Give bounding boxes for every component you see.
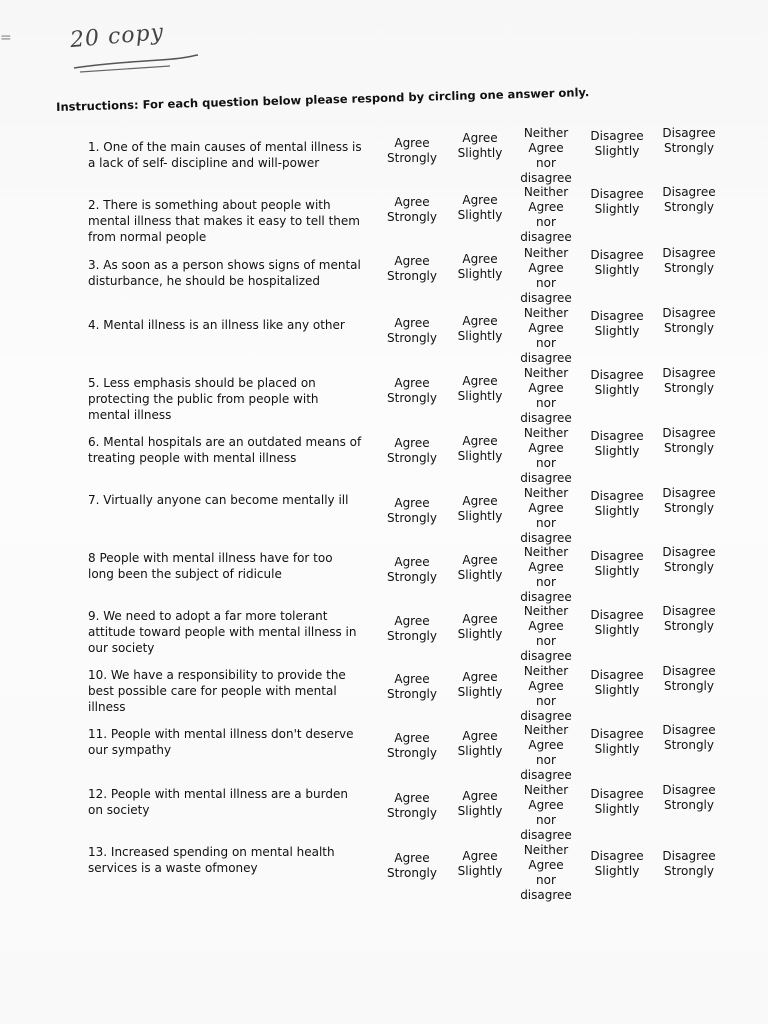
option-agree-slightly[interactable]: [450, 434, 510, 464]
option-label: Strongly: [664, 381, 714, 395]
option-disagree-strongly[interactable]: [654, 246, 724, 276]
option-neither-agree-nor-disagree[interactable]: [516, 604, 576, 664]
option-label: Agree: [462, 553, 498, 567]
option-neither-agree-nor-disagree[interactable]: [516, 246, 576, 306]
option-agree-slightly[interactable]: [450, 193, 510, 223]
option-disagree-strongly[interactable]: [654, 366, 724, 396]
option-label: Agree: [528, 738, 564, 752]
question-line: 4. Mental illness is an illness like any other: [88, 318, 345, 332]
option-label: Disagree: [590, 787, 644, 801]
option-label: Agree: [462, 193, 498, 207]
question-line: 10. We have a responsibility to provide the: [88, 668, 346, 682]
instructions-text: Instructions: For each question below please respond by circling one answer only.: [56, 85, 590, 114]
question-line: 2. There is something about people with: [88, 198, 331, 212]
question-line: mental illness: [88, 408, 172, 422]
option-disagree-strongly[interactable]: [654, 486, 724, 516]
option-label: Strongly: [387, 866, 437, 880]
option-label: Strongly: [664, 619, 714, 633]
option-label: Slightly: [457, 449, 503, 463]
option-label: Agree: [528, 441, 564, 455]
question-line: a lack of self- discipline and will-power: [88, 156, 320, 170]
option-label: Agree: [528, 798, 564, 812]
option-agree-slightly[interactable]: [450, 314, 510, 344]
option-label: Slightly: [457, 804, 503, 818]
option-agree-strongly[interactable]: [384, 136, 440, 166]
option-disagree-slightly[interactable]: [584, 309, 650, 339]
option-label: nor: [536, 396, 556, 410]
option-label: Disagree: [590, 187, 644, 201]
option-agree-strongly[interactable]: [384, 376, 440, 406]
option-label: Slightly: [594, 564, 640, 578]
option-label: Strongly: [387, 451, 437, 465]
option-disagree-slightly[interactable]: [584, 608, 650, 638]
option-label: Agree: [528, 200, 564, 214]
option-label: nor: [536, 516, 556, 530]
option-label: Agree: [394, 496, 430, 510]
option-disagree-strongly[interactable]: [654, 604, 724, 634]
option-label: Slightly: [457, 627, 503, 641]
option-label: Slightly: [594, 683, 640, 697]
option-label: Strongly: [387, 511, 437, 525]
option-neither-agree-nor-disagree[interactable]: [516, 366, 576, 426]
handwritten-note: 20 copy: [69, 19, 165, 54]
option-label: Slightly: [594, 383, 640, 397]
option-label: Neither: [523, 426, 569, 440]
question-12-text: [88, 786, 378, 818]
option-label: Disagree: [590, 429, 644, 443]
option-disagree-slightly[interactable]: [584, 727, 650, 757]
option-disagree-slightly[interactable]: [584, 787, 650, 817]
option-label: disagree: [520, 471, 572, 485]
option-agree-slightly[interactable]: [450, 729, 510, 759]
option-neither-agree-nor-disagree[interactable]: [516, 843, 576, 903]
option-disagree-slightly[interactable]: [584, 129, 650, 159]
option-label: Agree: [394, 195, 430, 209]
option-agree-strongly[interactable]: [384, 731, 440, 761]
question-4-text: [88, 317, 378, 333]
option-label: disagree: [520, 709, 572, 723]
question-line: our society: [88, 641, 155, 655]
option-label: Disagree: [590, 549, 644, 563]
question-line: 9. We need to adopt a far more tolerant: [88, 609, 328, 623]
option-neither-agree-nor-disagree[interactable]: [516, 783, 576, 843]
question-line: 5. Less emphasis should be placed on: [88, 376, 316, 390]
option-disagree-strongly[interactable]: [654, 185, 724, 215]
option-label: Disagree: [590, 309, 644, 323]
option-label: Slightly: [457, 267, 503, 281]
option-label: disagree: [520, 590, 572, 604]
option-label: Agree: [394, 672, 430, 686]
option-agree-slightly[interactable]: [450, 494, 510, 524]
option-label: Slightly: [457, 744, 503, 758]
option-label: Agree: [462, 670, 498, 684]
question-line: mental illness that makes it easy to tell them: [88, 214, 360, 228]
option-label: Disagree: [590, 727, 644, 741]
option-label: nor: [536, 575, 556, 589]
option-disagree-slightly[interactable]: [584, 668, 650, 698]
option-disagree-strongly[interactable]: [654, 545, 724, 575]
option-label: Slightly: [594, 504, 640, 518]
option-label: Disagree: [662, 723, 716, 737]
option-label: Disagree: [590, 849, 644, 863]
option-label: Disagree: [662, 306, 716, 320]
option-label: Strongly: [387, 746, 437, 760]
option-neither-agree-nor-disagree[interactable]: [516, 486, 576, 546]
option-disagree-slightly[interactable]: [584, 429, 650, 459]
option-label: Disagree: [590, 608, 644, 622]
question-line: disturbance, he should be hospitalized: [88, 274, 320, 288]
option-neither-agree-nor-disagree[interactable]: [516, 664, 576, 724]
question-9-text: [88, 608, 378, 656]
option-label: Neither: [523, 604, 569, 618]
question-6-text: [88, 434, 378, 466]
option-neither-agree-nor-disagree[interactable]: [516, 426, 576, 486]
question-line: best possible care for people with mental: [88, 684, 337, 698]
option-agree-slightly[interactable]: [450, 252, 510, 282]
option-label: Agree: [394, 851, 430, 865]
option-label: Disagree: [590, 489, 644, 503]
option-disagree-strongly[interactable]: [654, 849, 724, 879]
option-label: Strongly: [387, 269, 437, 283]
option-label: Slightly: [457, 208, 503, 222]
question-line: long been the subject of ridicule: [88, 567, 282, 581]
option-label: Disagree: [662, 783, 716, 797]
question-line: 11. People with mental illness don't deserve: [88, 727, 354, 741]
option-label: Agree: [528, 858, 564, 872]
option-label: Neither: [523, 545, 569, 559]
option-label: Neither: [523, 664, 569, 678]
option-label: Agree: [528, 619, 564, 633]
option-label: Neither: [523, 723, 569, 737]
option-label: Strongly: [664, 864, 714, 878]
question-13-text: [88, 844, 378, 876]
option-agree-strongly[interactable]: [384, 195, 440, 225]
question-8-text: [88, 550, 378, 582]
question-11-text: [88, 726, 378, 758]
option-label: Agree: [462, 252, 498, 266]
option-label: Strongly: [664, 441, 714, 455]
option-label: Disagree: [662, 185, 716, 199]
option-label: nor: [536, 873, 556, 887]
question-line: attitude toward people with mental illness in: [88, 625, 357, 639]
option-label: Slightly: [457, 685, 503, 699]
option-label: disagree: [520, 171, 572, 185]
option-label: Agree: [394, 436, 430, 450]
option-label: Agree: [394, 316, 430, 330]
option-label: Neither: [523, 185, 569, 199]
option-label: Agree: [394, 254, 430, 268]
question-line: treating people with mental illness: [88, 451, 297, 465]
option-label: Agree: [462, 494, 498, 508]
option-label: disagree: [520, 411, 572, 425]
option-label: Disagree: [662, 486, 716, 500]
option-label: nor: [536, 634, 556, 648]
question-line: services is a waste ofmoney: [88, 861, 258, 875]
option-label: Slightly: [594, 444, 640, 458]
question-line: illness: [88, 700, 126, 714]
option-label: Slightly: [594, 263, 640, 277]
option-label: Strongly: [387, 570, 437, 584]
option-disagree-strongly[interactable]: [654, 306, 724, 336]
option-neither-agree-nor-disagree[interactable]: [516, 185, 576, 245]
option-agree-slightly[interactable]: [450, 131, 510, 161]
option-label: Disagree: [662, 246, 716, 260]
option-label: Agree: [394, 731, 430, 745]
option-label: Strongly: [664, 798, 714, 812]
option-label: Strongly: [664, 200, 714, 214]
option-label: Agree: [528, 560, 564, 574]
option-label: nor: [536, 753, 556, 767]
option-label: disagree: [520, 230, 572, 244]
option-agree-strongly[interactable]: [384, 316, 440, 346]
option-label: Agree: [394, 555, 430, 569]
option-label: Strongly: [664, 141, 714, 155]
question-line: our sympathy: [88, 743, 172, 757]
option-label: Disagree: [662, 426, 716, 440]
option-label: Neither: [523, 366, 569, 380]
option-label: nor: [536, 215, 556, 229]
option-disagree-slightly[interactable]: [584, 549, 650, 579]
question-line: 7. Virtually anyone can become mentally ill: [88, 493, 349, 507]
option-label: disagree: [520, 291, 572, 305]
question-line: 3. As soon as a person shows signs of mental: [88, 258, 361, 272]
question-3-text: [88, 257, 378, 289]
option-label: Agree: [462, 789, 498, 803]
question-line: 1. One of the main causes of mental illness is: [88, 140, 362, 154]
option-label: Disagree: [662, 126, 716, 140]
option-label: Agree: [462, 849, 498, 863]
question-13-options: [384, 843, 724, 913]
option-label: Neither: [523, 126, 569, 140]
option-label: nor: [536, 336, 556, 350]
option-label: Agree: [528, 261, 564, 275]
option-agree-slightly[interactable]: [450, 849, 510, 879]
option-label: Slightly: [457, 509, 503, 523]
option-label: Strongly: [664, 679, 714, 693]
option-label: Agree: [394, 136, 430, 150]
option-agree-slightly[interactable]: [450, 670, 510, 700]
question-10-text: [88, 667, 378, 715]
option-label: Strongly: [387, 806, 437, 820]
option-agree-slightly[interactable]: [450, 612, 510, 642]
option-label: Agree: [462, 314, 498, 328]
option-label: nor: [536, 694, 556, 708]
option-label: Neither: [523, 783, 569, 797]
option-label: Neither: [523, 306, 569, 320]
handwritten-underline: [70, 52, 200, 74]
option-label: Slightly: [594, 742, 640, 756]
option-label: Slightly: [457, 389, 503, 403]
option-neither-agree-nor-disagree[interactable]: [516, 126, 576, 186]
option-label: Slightly: [594, 623, 640, 637]
option-agree-strongly[interactable]: [384, 436, 440, 466]
option-label: Agree: [528, 679, 564, 693]
option-label: nor: [536, 276, 556, 290]
option-label: disagree: [520, 768, 572, 782]
option-label: Disagree: [590, 248, 644, 262]
option-label: Disagree: [590, 668, 644, 682]
option-label: Slightly: [457, 864, 503, 878]
option-agree-slightly[interactable]: [450, 374, 510, 404]
option-label: Strongly: [387, 629, 437, 643]
option-label: Slightly: [457, 329, 503, 343]
option-label: Neither: [523, 843, 569, 857]
option-label: Disagree: [590, 368, 644, 382]
option-label: Agree: [462, 374, 498, 388]
option-label: Slightly: [594, 324, 640, 338]
option-agree-strongly[interactable]: [384, 672, 440, 702]
option-label: Slightly: [594, 864, 640, 878]
option-disagree-strongly[interactable]: [654, 723, 724, 753]
question-2-options: [384, 185, 724, 255]
option-label: disagree: [520, 351, 572, 365]
option-agree-slightly[interactable]: [450, 553, 510, 583]
option-label: Agree: [462, 612, 498, 626]
option-agree-strongly[interactable]: [384, 496, 440, 526]
option-disagree-slightly[interactable]: [584, 187, 650, 217]
question-5-text: [88, 375, 378, 423]
question-line: 12. People with mental illness are a burden: [88, 787, 348, 801]
option-label: Agree: [462, 729, 498, 743]
option-label: Neither: [523, 246, 569, 260]
option-disagree-strongly[interactable]: [654, 783, 724, 813]
option-label: Strongly: [664, 560, 714, 574]
option-label: Strongly: [387, 391, 437, 405]
question-line: on society: [88, 803, 150, 817]
option-neither-agree-nor-disagree[interactable]: [516, 306, 576, 366]
option-label: disagree: [520, 649, 572, 663]
option-label: Strongly: [664, 501, 714, 515]
option-label: Agree: [462, 131, 498, 145]
option-label: Strongly: [664, 261, 714, 275]
option-disagree-strongly[interactable]: [654, 126, 724, 156]
option-label: Agree: [462, 434, 498, 448]
question-line: 13. Increased spending on mental health: [88, 845, 335, 859]
option-label: Agree: [394, 791, 430, 805]
option-label: Strongly: [387, 331, 437, 345]
option-agree-strongly[interactable]: [384, 791, 440, 821]
option-agree-strongly[interactable]: [384, 555, 440, 585]
option-agree-slightly[interactable]: [450, 789, 510, 819]
option-label: nor: [536, 156, 556, 170]
option-label: Disagree: [590, 129, 644, 143]
option-label: Agree: [528, 141, 564, 155]
option-disagree-slightly[interactable]: [584, 368, 650, 398]
question-line: 6. Mental hospitals are an outdated means of: [88, 435, 362, 449]
question-1-text: [88, 139, 378, 171]
option-label: Disagree: [662, 366, 716, 380]
question-line: protecting the public from people with: [88, 392, 319, 406]
option-disagree-slightly[interactable]: [584, 849, 650, 879]
option-label: Disagree: [662, 545, 716, 559]
option-label: nor: [536, 456, 556, 470]
option-label: Slightly: [594, 202, 640, 216]
option-label: Strongly: [664, 738, 714, 752]
option-neither-agree-nor-disagree[interactable]: [516, 545, 576, 605]
option-label: Strongly: [387, 210, 437, 224]
option-label: Strongly: [664, 321, 714, 335]
option-agree-strongly[interactable]: [384, 851, 440, 881]
option-label: disagree: [520, 828, 572, 842]
option-label: Agree: [394, 376, 430, 390]
option-label: Neither: [523, 486, 569, 500]
question-line: 8 People with mental illness have for too: [88, 551, 333, 565]
option-neither-agree-nor-disagree[interactable]: [516, 723, 576, 783]
option-label: Strongly: [387, 687, 437, 701]
option-label: Disagree: [662, 849, 716, 863]
option-label: nor: [536, 813, 556, 827]
question-2-text: [88, 197, 378, 245]
option-label: Agree: [528, 321, 564, 335]
question-line: from normal people: [88, 230, 207, 244]
option-disagree-slightly[interactable]: [584, 248, 650, 278]
option-agree-strongly[interactable]: [384, 254, 440, 284]
question-7-text: [88, 492, 378, 508]
option-label: Slightly: [594, 144, 640, 158]
option-disagree-strongly[interactable]: [654, 664, 724, 694]
option-label: Slightly: [457, 146, 503, 160]
option-label: Agree: [528, 501, 564, 515]
option-agree-strongly[interactable]: [384, 614, 440, 644]
option-label: Disagree: [662, 604, 716, 618]
scan-mark: =: [0, 30, 12, 46]
option-label: disagree: [520, 531, 572, 545]
option-label: Disagree: [662, 664, 716, 678]
option-label: Strongly: [387, 151, 437, 165]
option-label: Agree: [394, 614, 430, 628]
option-disagree-slightly[interactable]: [584, 489, 650, 519]
option-label: disagree: [520, 888, 572, 902]
option-disagree-strongly[interactable]: [654, 426, 724, 456]
option-label: Agree: [528, 381, 564, 395]
option-label: Slightly: [457, 568, 503, 582]
option-label: Slightly: [594, 802, 640, 816]
